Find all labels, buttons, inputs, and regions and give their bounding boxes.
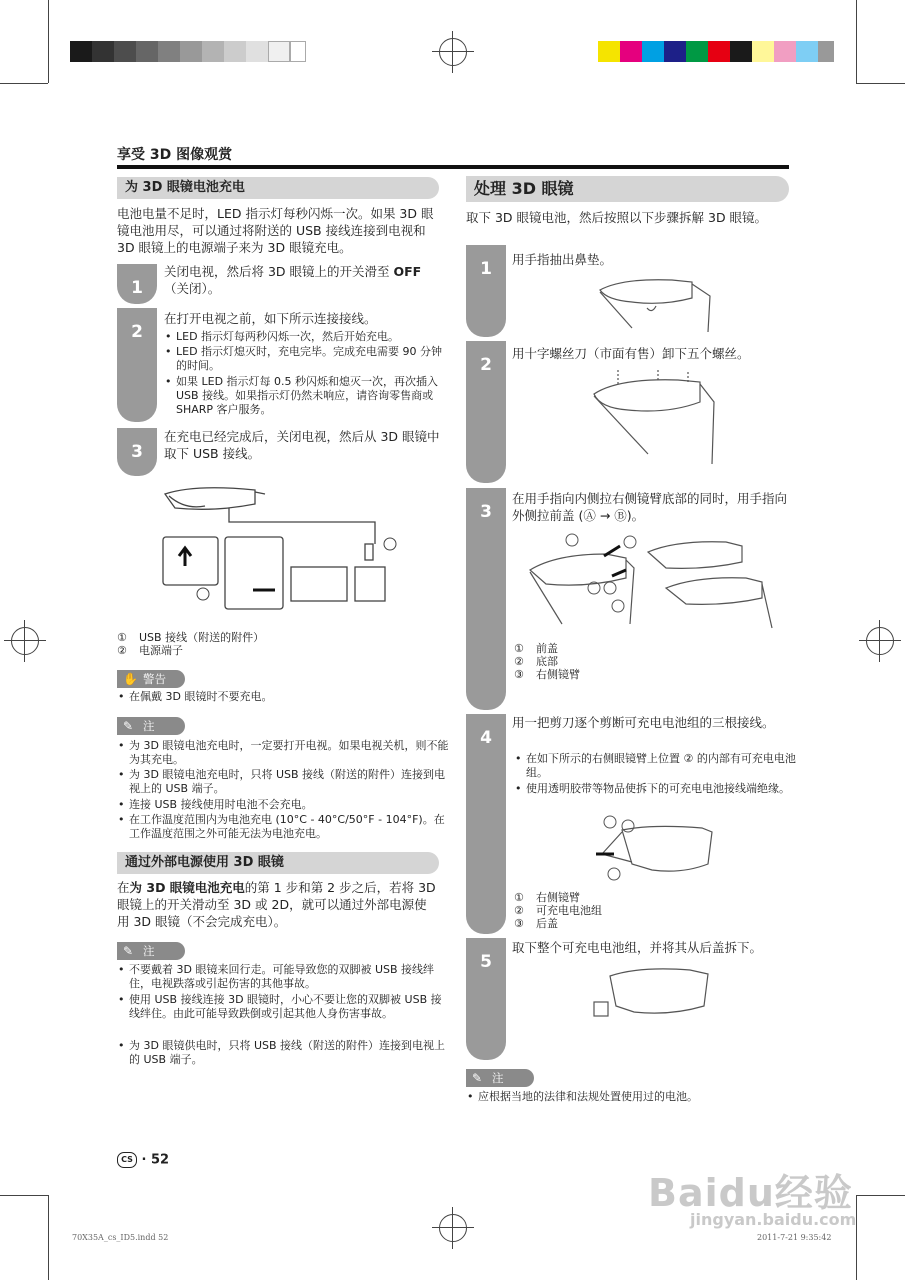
watermark-url: jingyan.baidu.com <box>690 1210 857 1229</box>
usb-charging-illustration <box>155 482 405 617</box>
pencil-note-icon: ✎ <box>123 719 134 733</box>
external-power-intro: 在为 3D 眼镜电池充电的第 1 步和第 2 步之后，若将 3D 眼镜上的开关滑动至 3D 或 2D，就可以通过外部电源使用 3D 眼镜（不会完成充电）。 <box>117 880 436 929</box>
external-note-1: • 不要戴着 3D 眼镜来回行走。可能导致您的双脚被 USB 接线绊住，电视跌落或引起伤害的其他事故。 <box>117 963 451 991</box>
page-header: 享受 3D 图像观赏 <box>117 147 233 163</box>
step4-bullet-1: • 在如下所示的右侧眼镜臂上位置 ② 的内部有可充电电池组。 <box>514 752 800 780</box>
hand-warning-icon: ✋ <box>123 672 138 686</box>
label-a-marker <box>604 582 616 594</box>
label-1-marker <box>566 534 578 546</box>
label-3-marker <box>612 600 624 612</box>
disposal-step-3-number: 3 <box>466 488 506 710</box>
label-b-marker <box>624 536 636 548</box>
step4-legend-1: ① 右侧镜臂 <box>514 891 580 904</box>
step-2-bullet-1: • LED 指示灯每两秒闪烁一次，然后开始充电。 <box>164 330 452 344</box>
warning-item-1: • 在佩戴 3D 眼镜时不要充电。 <box>117 690 451 704</box>
callout-2-marker <box>197 588 209 600</box>
note-label-charging: ✎ 注 <box>117 717 185 735</box>
disposal-intro: 取下 3D 眼镜电池，然后按照以下步骤拆解 3D 眼镜。 <box>466 210 768 225</box>
step4-legend-3: ③ 后盖 <box>514 917 558 930</box>
header-rule <box>117 165 789 169</box>
page-number-value: 52 <box>151 1152 170 1168</box>
disposal-step-4-number: 4 <box>466 714 506 934</box>
charging-legend-2: ② 电源端子 <box>117 644 183 657</box>
disposal-step-1-text: 用手指抽出鼻垫。 <box>512 252 613 267</box>
callout-1-marker <box>384 538 396 550</box>
front-cover-illustration <box>526 532 776 632</box>
battery-label-1-marker <box>604 816 616 828</box>
step3-legend-2: ② 底部 <box>514 655 558 668</box>
page-number: CS · 52 <box>117 1152 169 1168</box>
charging-intro: 电池电量不足时，LED 指示灯每秒闪烁一次。如果 3D 眼镜电池用尽，可以通过将附送的 USB 接线连接到电视和 3D 眼镜上的电源端子来为 3D 眼镜充电。 <box>117 206 434 255</box>
external-note-2: • 使用 USB 接线连接 3D 眼镜时，小心不要让您的双脚被 USB 接线绊住。由此可能导致跌倒或引起其他人身伤害事故。 <box>117 993 451 1021</box>
screws-illustration <box>588 364 718 469</box>
charging-note-1: • 为 3D 眼镜电池充电时，一定要打开电视。如果电视关机，则不能为其充电。 <box>117 739 451 767</box>
disposal-step-4-text: 用一把剪刀逐个剪断可充电电池组的三根接线。 <box>512 715 775 730</box>
step3-legend-1: ① 前盖 <box>514 642 558 655</box>
step3-legend-3: ③ 右侧镜臂 <box>514 668 580 681</box>
note-label-external: ✎ 注 <box>117 942 185 960</box>
step-1-number: 1 <box>117 264 157 304</box>
watermark-brand: Baidu经验 <box>648 1171 853 1215</box>
step4-bullet-2: • 使用透明胶带等物品使拆下的可充电电池接线端绝缘。 <box>514 782 800 796</box>
external-note-3: • 为 3D 眼镜供电时，只将 USB 接线（附送的附件）连接到电视上的 USB 端子。 <box>117 1039 451 1067</box>
step-3-number: 3 <box>117 428 157 476</box>
disposal-step-3-text: 在用手指向内侧拉右侧镜臂底部的同时，用手指向外侧拉前盖 (Ⓐ → Ⓑ)。 <box>512 491 788 523</box>
registration-mark-left <box>11 627 39 655</box>
charging-note-4: • 在工作温度范围内为电池充电 (10°C - 40°C/50°F - 104°F)。在工作温度范围之外可能无法为电池充电。 <box>117 813 451 841</box>
note-label-disposal: ✎ 注 <box>466 1069 534 1087</box>
nose-pad-illustration <box>592 270 712 335</box>
disposal-step-5-number: 5 <box>466 938 506 1060</box>
battery-label-3-marker <box>608 868 620 880</box>
step-1-text: 关闭电视，然后将 3D 眼镜上的开关滑至 OFF（关闭）。 <box>164 264 422 296</box>
footer-timestamp: 2011-7-21 9:35:42 <box>757 1233 832 1242</box>
footer-file-info: 70X35A_cs_ID5.indd 52 <box>72 1233 169 1242</box>
disposal-step-2-number: 2 <box>466 341 506 483</box>
disposal-note-1: • 应根据当地的法律和法规处置使用过的电池。 <box>466 1090 801 1104</box>
registration-mark-bottom <box>439 1214 467 1242</box>
step4-legend-2: ② 可充电电池组 <box>514 904 602 917</box>
pencil-note-icon: ✎ <box>123 944 134 958</box>
language-badge: CS <box>117 1152 137 1168</box>
section-title-disposal: 处理 3D 眼镜 <box>466 176 789 202</box>
charging-legend-1: ① USB 接线（附送的附件） <box>117 631 265 644</box>
step-3-text: 在充电已经完成后，关闭电视，然后从 3D 眼镜中取下 USB 接线。 <box>164 429 440 461</box>
battery-wires-illustration <box>592 814 717 884</box>
battery-label-2-marker <box>622 820 634 832</box>
warning-label: ✋ 警告 <box>117 670 185 688</box>
step-2-bullet-3: • 如果 LED 指示灯每 0.5 秒闪烁和熄灭一次，再次插入 USB 接线。如果指示灯仍然未响应，请咨询零售商或 SHARP 客户服务。 <box>164 375 452 417</box>
step-2-text: 在打开电视之前，如下所示连接接线。 <box>164 311 377 326</box>
section-title-external-power: 通过外部电源使用 3D 眼镜 <box>117 852 439 874</box>
registration-mark-right <box>866 627 894 655</box>
charging-note-3: • 连接 USB 接线使用时电池不会充电。 <box>117 798 451 812</box>
section-title-charging: 为 3D 眼镜电池充电 <box>117 177 439 199</box>
step-2-bullet-2: • LED 指示灯熄灭时，充电完毕。完成充电需要 90 分钟的时间。 <box>164 345 452 373</box>
charging-note-2: • 为 3D 眼镜电池充电时，只将 USB 接线（附送的附件）连接到电视上的 USB 端子。 <box>117 768 451 796</box>
step-2-number: 2 <box>117 308 157 422</box>
disposal-step-2-text: 用十字螺丝刀（市面有售）卸下五个螺丝。 <box>512 346 750 361</box>
battery-removal-illustration <box>590 962 715 1022</box>
pencil-note-icon: ✎ <box>472 1071 483 1085</box>
disposal-step-1-number: 1 <box>466 245 506 337</box>
registration-mark-top <box>439 38 467 66</box>
disposal-step-5-text: 取下整个可充电电池组，并将其从后盖拆下。 <box>512 940 763 955</box>
